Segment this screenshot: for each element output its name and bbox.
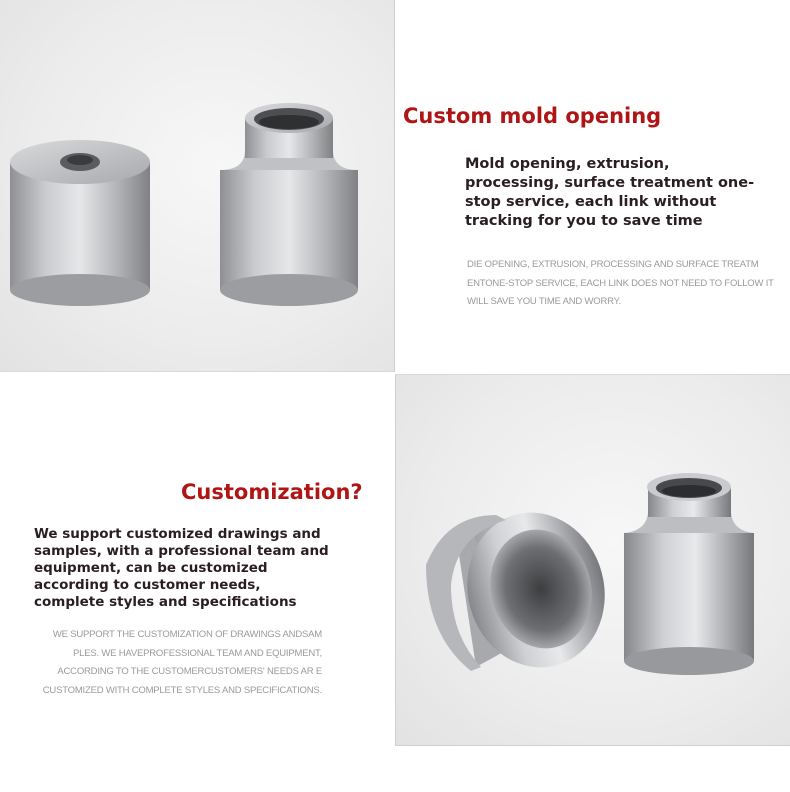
heading-customization: Customization? [181, 480, 363, 504]
stepped-bushing-bottom [624, 473, 754, 675]
tilted-bushing [426, 497, 622, 683]
english-caption-bottom: WE SUPPORT THE CUSTOMIZATION OF DRAWINGS ANDSAM PLES. WE HAVEPROFESSIONAL TEAM AND EQUIPMENT, ACCORDING TO THE CUSTOMERCUSTOMERS' NEEDS AR E CUSTOMIZED WITH COMPLETE STYLES AND SPECIFICATIONS. [42, 629, 322, 696]
english-caption-top: DIE OPENING, EXTRUSION, PROCESSING AND SURFACE TREATM ENTONE-STOP SERVICE, EACH LINK DOES NOT NEED TO FOLLOW IT WILL SAVE YOU TIME AND WORRY. [467, 259, 774, 307]
metal-bushings-illustration-bottom [396, 375, 790, 747]
heading-custom-mold-opening: Custom mold opening [403, 104, 662, 128]
short-bushing [10, 140, 150, 306]
metal-bushings-illustration-top [0, 0, 395, 372]
product-photo-bottom [395, 374, 790, 746]
product-photo-top [0, 0, 395, 372]
stepped-bushing [220, 103, 358, 306]
subheading-mold-opening: Mold opening, extrusion, processing, surface treatment one-stop service, each link without tracking for you to save time [465, 156, 755, 229]
subheading-customization: We support customized drawings and samples, with a professional team and equipment, can be customized according to customer needs, complete styles and specifications [34, 526, 329, 610]
info-panel-top [395, 0, 790, 374]
